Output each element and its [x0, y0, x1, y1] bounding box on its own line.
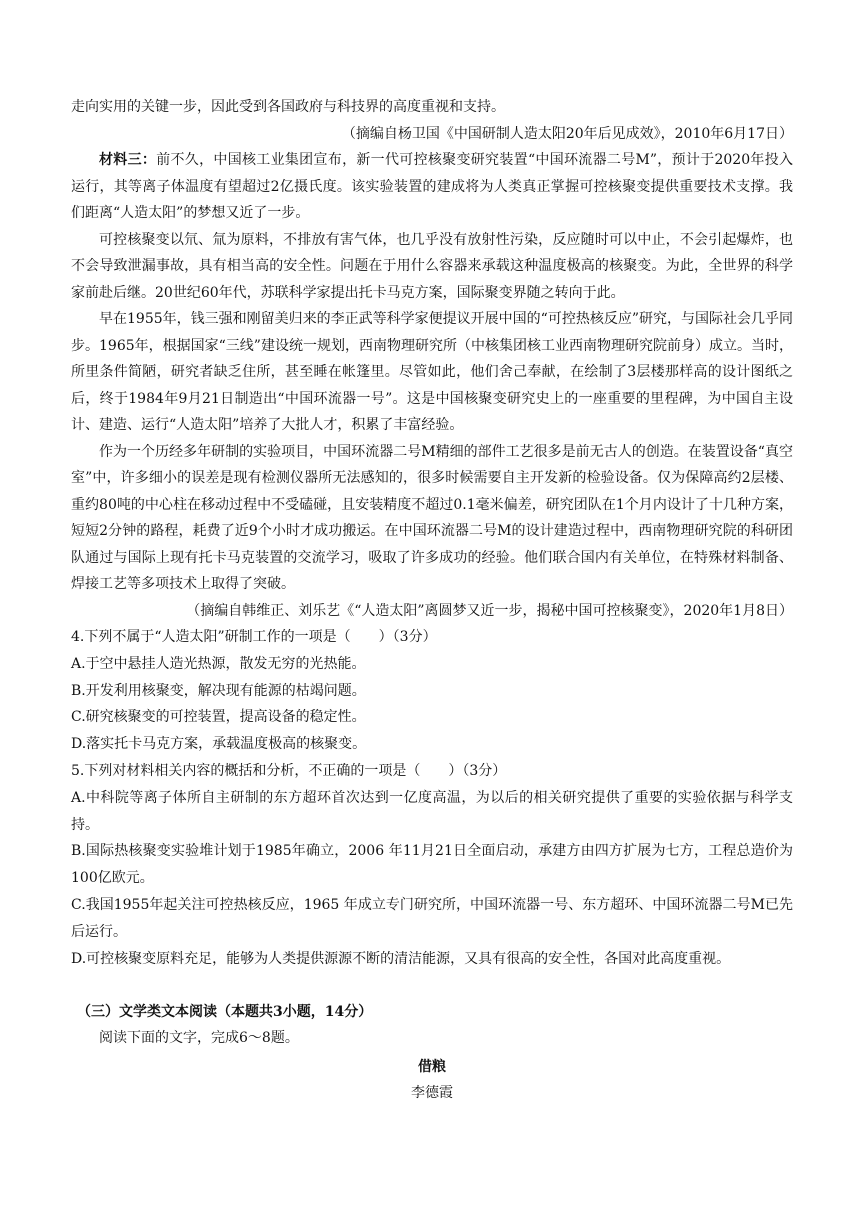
material-3-paragraph	[71, 147, 793, 227]
paragraph-2: 可控核聚变以氘、氚为原料，不排放有害气体，也几乎没有放射性污染，反应随时可以中止，不会引起爆炸，也不会导致泄漏事故，具有相当高的安全性。问题在于用什么容器来承载这种温度极高的核聚变。为此，全世界的科学家前赴后继。20世纪60年代，苏联科学家提出托卡马克方案，国际聚变界随之转向于此。	[71, 231, 793, 301]
question-4-option-d: D.落实托卡马克方案，承载温度极高的核聚变。	[71, 736, 367, 753]
question-4-option-a: A.于空中悬挂人造光热源，散发无穷的光热能。	[71, 655, 366, 672]
intro-line: 走向实用的关键一步，因此受到各国政府与科技界的高度重视和支持。	[71, 99, 505, 115]
material-3-text: 前不久，中国核工业集团宣布，新一代可控核聚变研究装置“中国环流器二号M”，预计于2020年投入运行，其等离子体温度有望超过2亿摄氏度。该实验装置的建成将为人类真正掌握可控核聚变提供重要技术支撑。我们距离“人造太阳”的梦想又近了一步。	[71, 152, 794, 221]
question-5-option-b: B.国际热核聚变实验堆计划于1985年确立，2006 年11月21日全面启动，承建方由四方扩展为七方，工程总造价为100亿欧元。	[71, 843, 793, 887]
question-5-option-d: D.可控核聚变原料充足，能够为人类提供源源不断的清洁能源，又具有很高的安全性，各国对此高度重视。	[71, 950, 731, 967]
question-4-stem: 4.下列不属于“人造太阳”研制工作的一项是（ ）（3分）	[71, 629, 437, 645]
question-5-option-a: A.中科院等离子体所自主研制的东方超环首次达到一亿度高温，为以后的相关研究提供了重要的实验依据与科学支持。	[71, 789, 793, 833]
source-citation-1: （摘编自杨卫国《中国研制人造太阳20年后见成效》，2010年6月17日）	[341, 125, 793, 142]
question-5-stem: 5.下列对材料相关内容的概括和分析，不正确的一项是（ ）（3分）	[71, 762, 507, 779]
paragraph-4: 作为一个历经多年研制的实验项目，中国环流器二号M精细的部件工艺很多是前无古人的创造。在装置设备“真空室”中，许多细小的误差是现有检测仪器所无法感知的，很多时候需要自主开发新的检验设备。仅为保障高约2层楼、重约80吨的中心柱在移动过程中不受磕碰，且安装精度不超过0.1毫米偏差，研究团队在1个月内设计了十几种方案，短短2分钟的路程，耗费了近9个小时才成功搬运。在中国环流器二号M的设计建造过程中，西南物理研究院的科研团队通过与国际上现有托卡马克装置的交流学习，吸取了许多成功的经验。他们联合国内有关单位，在特殊材料制备、焊接工艺等多项技术上取得了突破。	[71, 443, 793, 592]
section-3-heading: （三）文学类文本阅读（本题共3小题，14分）	[77, 1004, 373, 1021]
paragraph-3: 早在1955年，钱三强和刚留美归来的李正武等科学家便提议开展中国的“可控热核反应”研究，与国际社会几乎同步。1965年，根据国家“三线”建设统一规划，西南物理研究所（中核集团核工业西南物理研究院前身）成立。当时，所里条件简陋，研究者缺乏住所，甚至睡在帐篷里。尽管如此，他们舍己奉献，在绘制了3层楼那样高的设计图纸之后，终于1984年9月21日制造出“中国环流器一号”。这是中国核聚变研究史上的一座重要的里程碑，为中国自主设计、建造、运行“人造太阳”培养了大批人才，积累了丰富经验。	[71, 311, 793, 433]
exam-page	[71, 94, 793, 1107]
question-4-option-c: C.研究核聚变的可控装置，提高设备的稳定性。	[71, 709, 366, 726]
story-author: 李德霞	[411, 1085, 453, 1102]
question-5-option-c: C.我国1955年起关注可控热核反应，1965 年成立专门研究所，中国环流器一号、东方超环、中国环流器二号M已先后运行。	[71, 896, 793, 940]
section-3-instruction: 阅读下面的文字，完成6～8题。	[99, 1030, 299, 1047]
story-title: 借粮	[418, 1058, 446, 1075]
material-3-label: 材料三：	[99, 152, 157, 168]
source-citation-2: （摘编自韩维正、刘乐艺《“人造太阳”离圆梦又近一步，揭秘中国可控核聚变》，2020年1月8日）	[186, 602, 793, 619]
question-4-option-b: B.开发利用核聚变，解决现有能源的枯竭问题。	[71, 682, 366, 699]
